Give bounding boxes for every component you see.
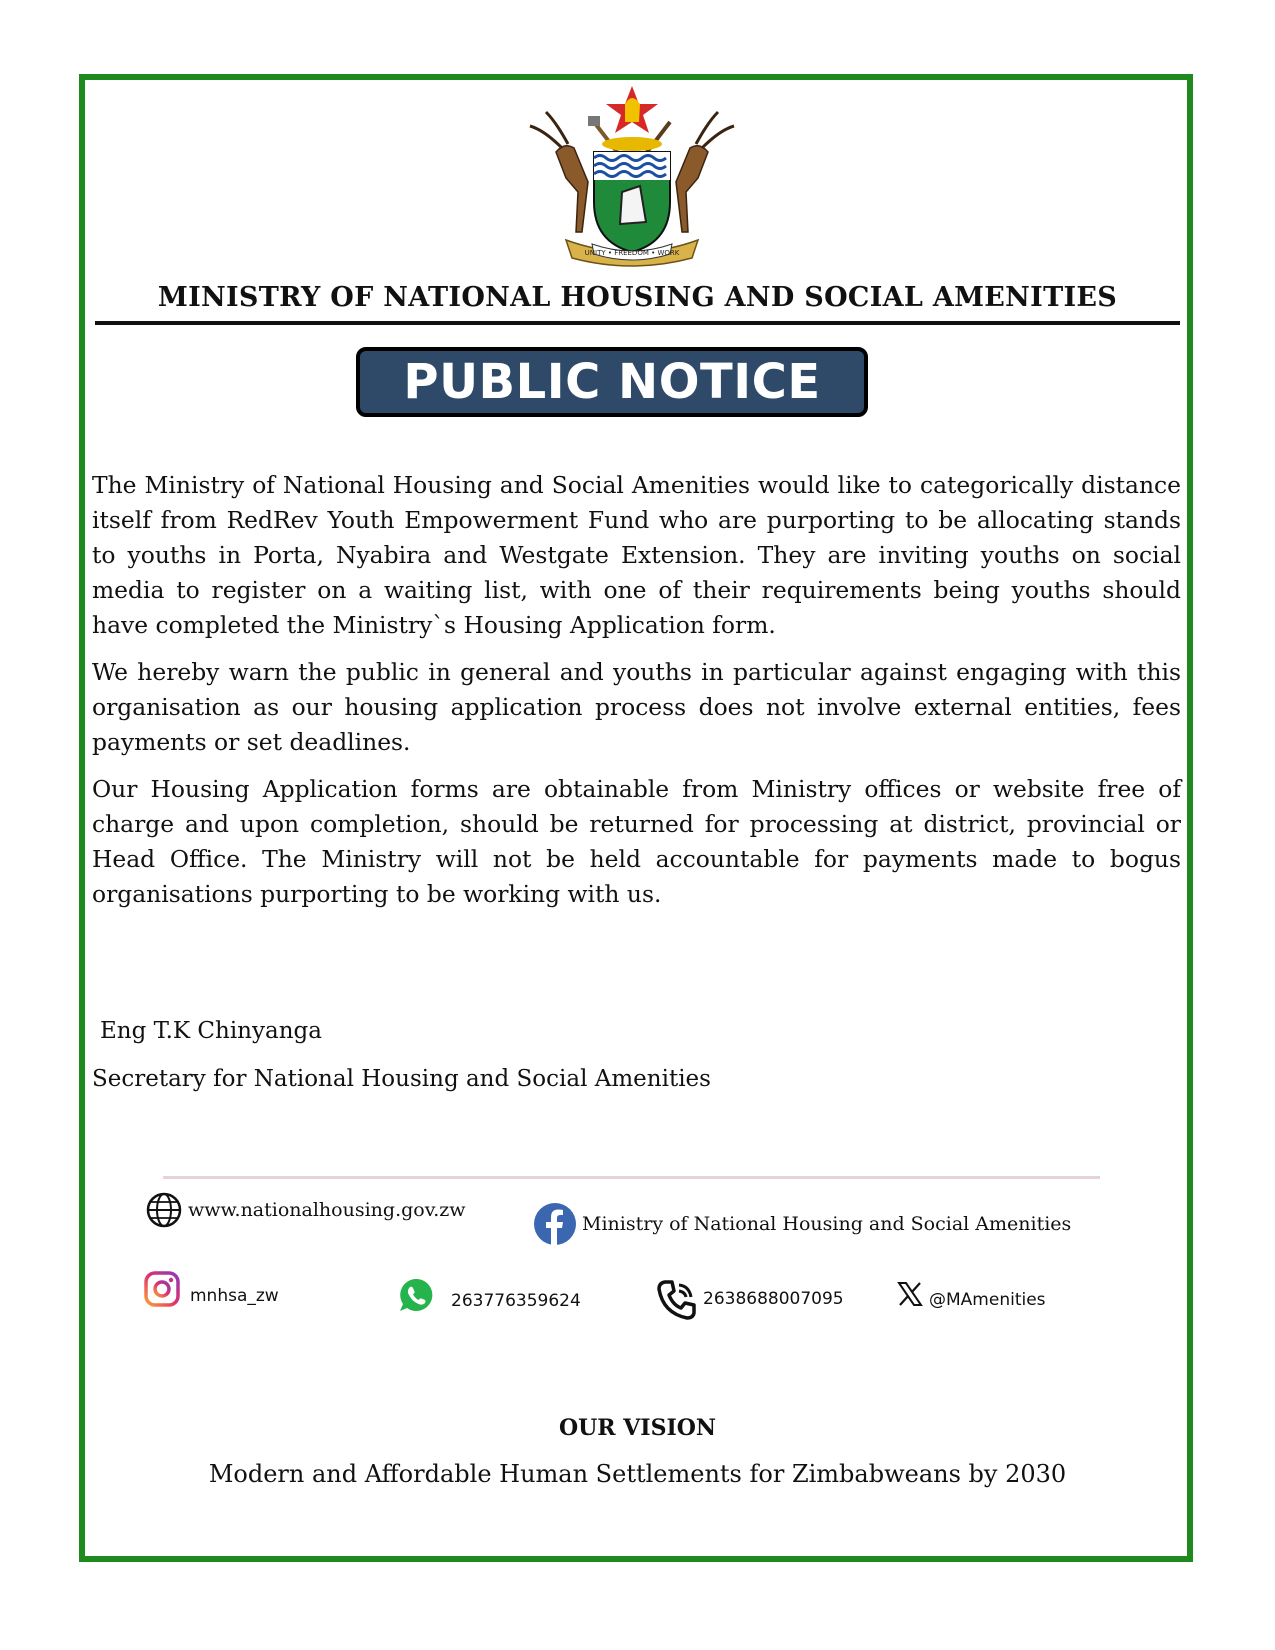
title-divider	[95, 321, 1180, 325]
facebook-icon	[534, 1203, 576, 1245]
notice-paragraph: The Ministry of National Housing and Social Amenities would like to categorically distance itself from RedRev Youth Empowerment Fund who are purporting to be allocating stands to youths in Porta, Nyabira and Westgate Extension. They are inviting youths on social media to register on a waiting list, with one of their requirements being youths should have completed the Ministry`s Housing Application form.	[92, 471, 1181, 639]
notice-body	[92, 468, 1181, 924]
contact-facebook[interactable]	[534, 1203, 1071, 1245]
phone-icon	[655, 1277, 699, 1321]
notice-paragraph: Our Housing Application forms are obtainable from Ministry offices or website free of charge and upon completion, should be returned for processing at district, provincial or Head Office. The Ministry will not be held accountable for payments made to bogus organisations purporting to be working with us.	[92, 775, 1181, 908]
website-url[interactable]: www.nationalhousing.gov.zw	[188, 1199, 466, 1221]
signatory-title: Secretary for National Housing and Social Amenities	[92, 1066, 711, 1092]
public-notice-banner	[356, 347, 868, 417]
instagram-icon	[144, 1271, 180, 1307]
contact-website[interactable]	[146, 1192, 466, 1228]
ministry-title: MINISTRY OF NATIONAL HOUSING AND SOCIAL AMENITIES	[157, 282, 1118, 313]
contact-divider	[163, 1176, 1100, 1179]
contact-phone[interactable]	[655, 1277, 844, 1321]
notice-paragraph: We hereby warn the public in general and youths in particular against engaging with this organisation as our housing application process does not involve external entities, fees payments or set deadlines.	[92, 658, 1181, 756]
vision-heading: OUR VISION	[558, 1415, 717, 1441]
phone-number[interactable]: 2638688007095	[703, 1289, 844, 1309]
whatsapp-icon	[398, 1277, 434, 1313]
facebook-page-name[interactable]: Ministry of National Housing and Social Amenities	[582, 1213, 1072, 1235]
signatory-name: Eng T.K Chinyanga	[100, 1018, 322, 1044]
x-handle[interactable]: @MAmenities	[929, 1290, 1046, 1310]
svg-text:UNITY • FREEDOM • WORK: UNITY • FREEDOM • WORK	[584, 249, 680, 257]
contact-whatsapp[interactable]	[398, 1277, 581, 1313]
public-notice-label: PUBLIC NOTICE	[403, 354, 821, 410]
vision-statement: Modern and Affordable Human Settlements for Zimbabweans by 2030	[208, 1460, 1067, 1488]
contact-x[interactable]	[897, 1278, 1046, 1310]
globe-icon	[146, 1192, 182, 1228]
coat-of-arms-emblem	[522, 82, 742, 272]
whatsapp-number[interactable]: 263776359624	[451, 1291, 581, 1311]
x-icon	[897, 1281, 923, 1307]
instagram-handle[interactable]: mnhsa_zw	[190, 1286, 279, 1306]
contact-instagram[interactable]	[144, 1271, 279, 1307]
